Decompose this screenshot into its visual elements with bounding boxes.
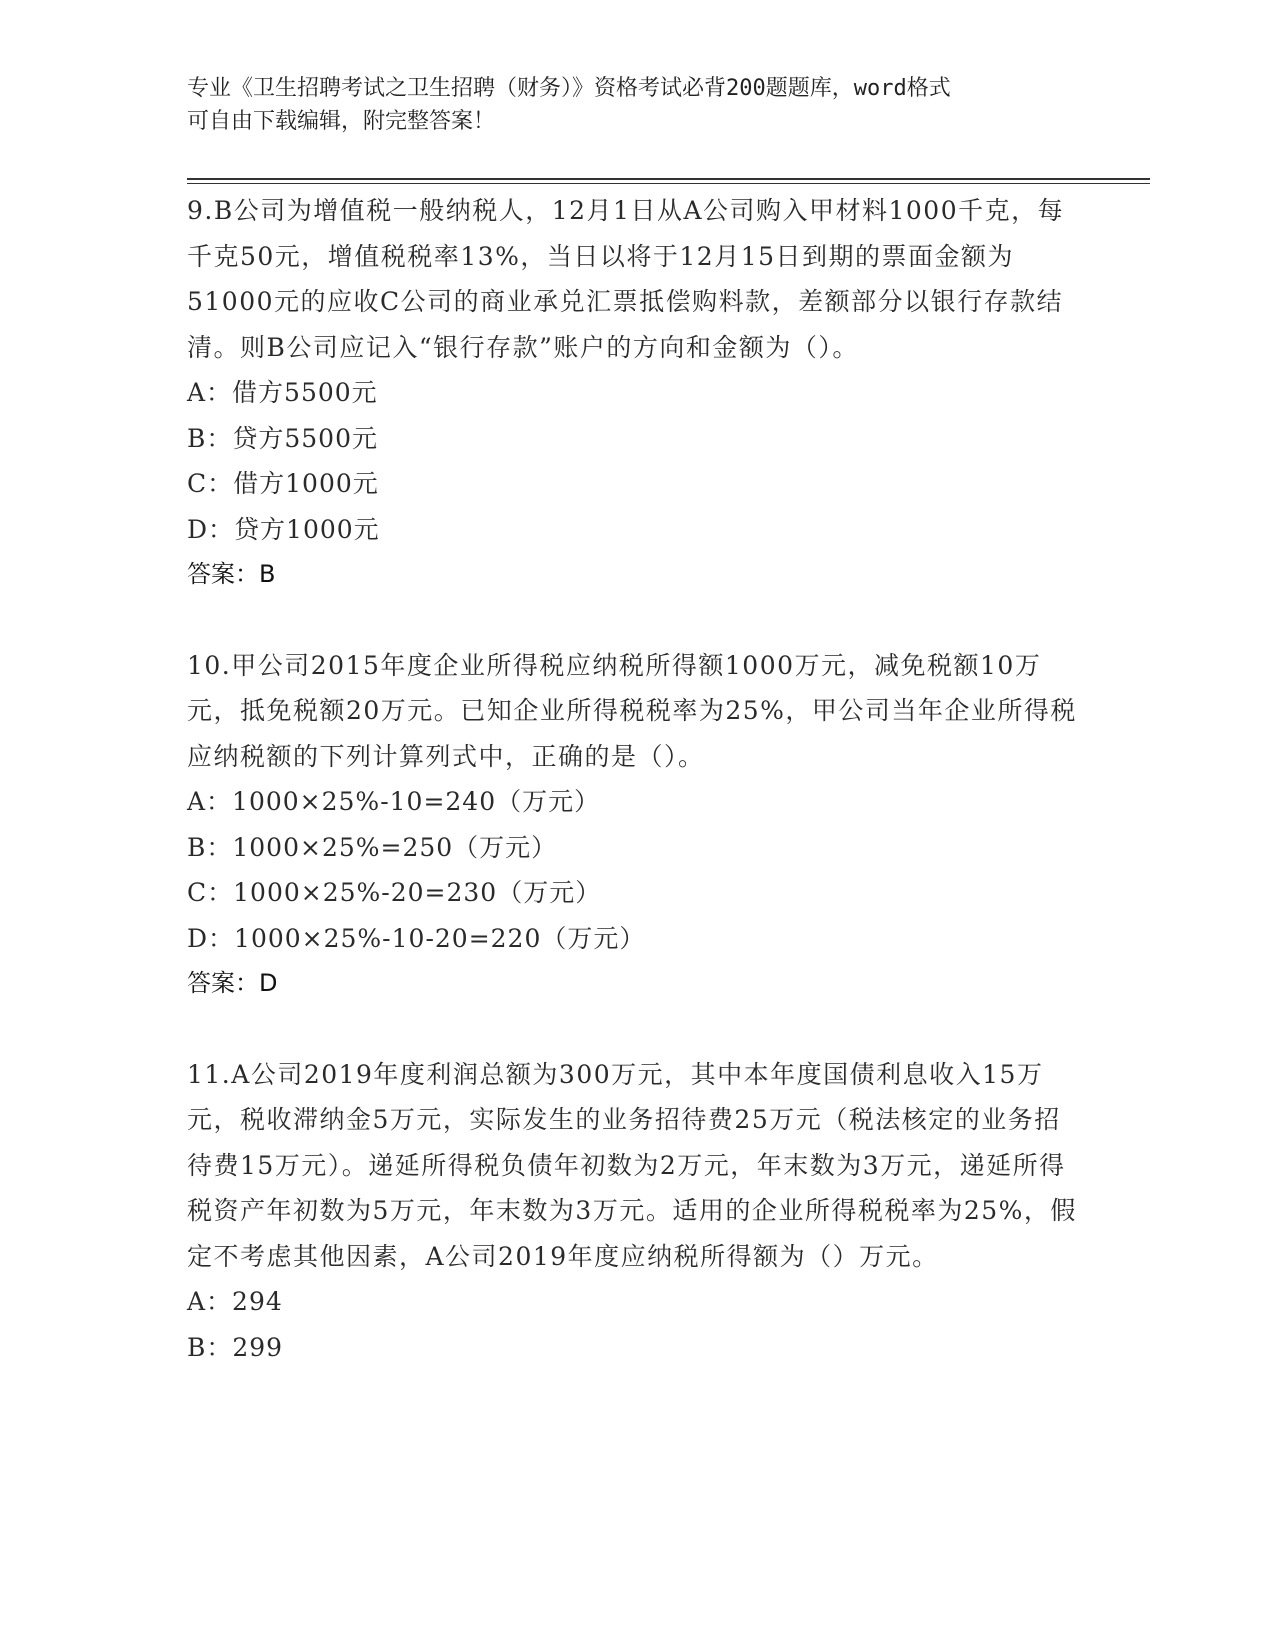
option-b: B：贷方5500元 bbox=[187, 423, 378, 453]
option-a: A：借方5500元 bbox=[187, 378, 378, 407]
option-d: D：1000×25%-10-20=220（万元） bbox=[187, 923, 646, 953]
question-stem: 10.甲公司2015年度企业所得税应纳税所得额1000万元，减免税额10万元，抵免税额20万元。已知企业所得税税率为25%，甲公司当年企业所得税应纳税额的下列计算列式中，正确的是（）。 bbox=[187, 650, 1077, 771]
option-b: B：1000×25%=250（万元） bbox=[187, 832, 558, 862]
question-9 bbox=[187, 188, 1087, 598]
option-a: A：294 bbox=[187, 1287, 283, 1316]
header-line-2: 可自由下载编辑，附完整答案！ bbox=[187, 109, 496, 134]
document-header bbox=[187, 72, 1087, 138]
question-11 bbox=[187, 1052, 1087, 1371]
question-list bbox=[187, 188, 1087, 1370]
answer: 答案：D bbox=[187, 969, 278, 997]
option-b: B：299 bbox=[187, 1332, 284, 1362]
option-d: D：贷方1000元 bbox=[187, 514, 380, 544]
question-10 bbox=[187, 643, 1087, 1007]
header-divider-thin bbox=[187, 183, 1150, 184]
header-divider-thick bbox=[187, 178, 1150, 180]
answer: 答案：B bbox=[187, 560, 276, 588]
question-stem: 11.A公司2019年度利润总额为300万元，其中本年度国债利息收入15万元，税收滞纳金5万元，实际发生的业务招待费25万元（税法核定的业务招待费15万元）。递延所得税负债年初数为2万元，年末数为3万元，递延所得税资产年初数为5万元，年末数为3万元。适用的企业所得税税率为25%，假定不考虑其他因素，A公司2019年度应纳税所得额为（）万元。 bbox=[187, 1059, 1077, 1271]
option-c: C：借方1000元 bbox=[187, 469, 379, 498]
option-a: A：1000×25%-10=240（万元） bbox=[187, 787, 601, 816]
header-line-1: 专业《卫生招聘考试之卫生招聘（财务）》资格考试必背200题题库，word格式 bbox=[187, 76, 951, 101]
question-stem: 9.B公司为增值税一般纳税人，12月1日从A公司购入甲材料1000千克，每千克50元，增值税税率13%，当日以将于12月15日到期的票面金额为51000元的应收C公司的商业承兑汇票抵偿购料款，差额部分以银行存款结清。则B公司应记入“银行存款”账户的方向和金额为（）。 bbox=[187, 196, 1065, 362]
option-c: C：1000×25%-20=230（万元） bbox=[187, 878, 602, 907]
